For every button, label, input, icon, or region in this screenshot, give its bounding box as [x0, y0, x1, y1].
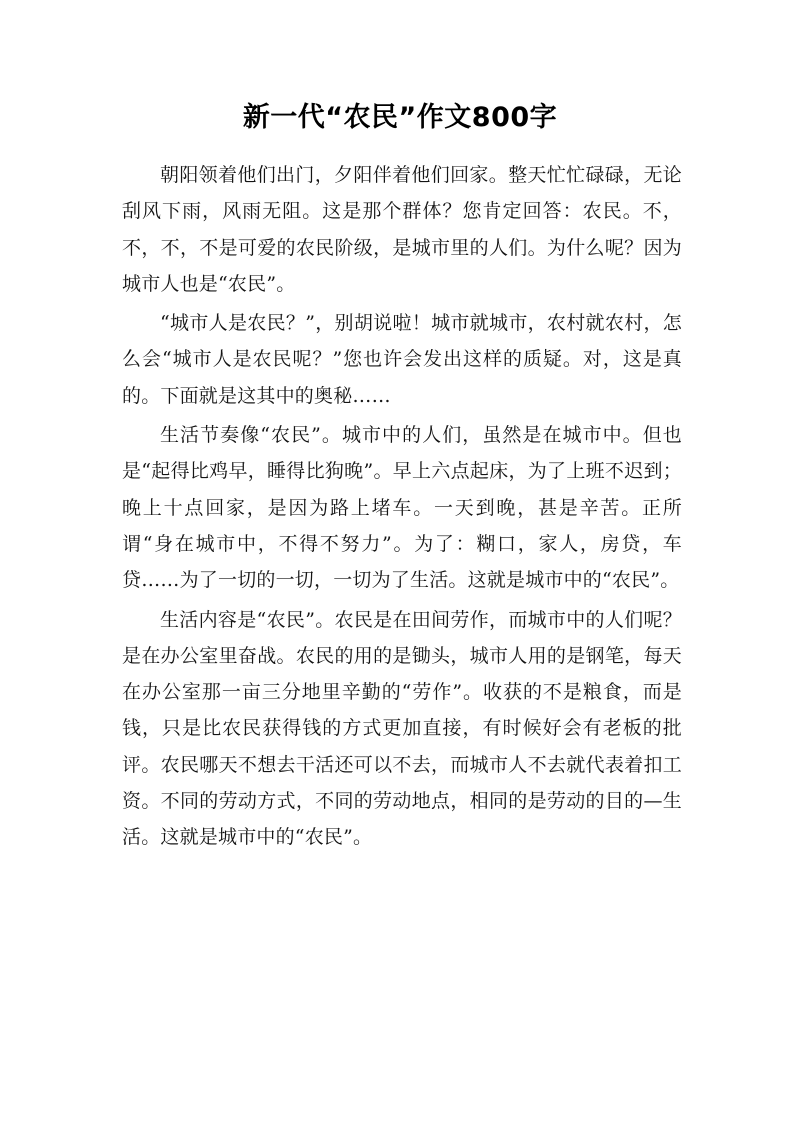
paragraph: “城市人是农民？”，别胡说啦！城市就城市，农村就农村，怎么会“城市人是农民呢？”您也许会发出这样的质疑。对，这是真的。下面就是这其中的奥秘…… [122, 312, 682, 407]
document-title: 新一代“农民”作文800字 [242, 102, 558, 133]
document-body [122, 157, 682, 859]
paragraph: 朝阳领着他们出门，夕阳伴着他们回家。整天忙忙碌碌，无论刮风下雨，风雨无阻。这是那个群体？您肯定回答：农民。不，不，不，不是可爱的农民阶级，是城市里的人们。为什么呢？因为城市人也是“农民”。 [122, 164, 682, 295]
paragraph: 生活内容是“农民”。农民是在田间劳作，而城市中的人们呢？是在办公室里奋战。农民的用的是锄头，城市人用的是钢笔，每天在办公室那一亩三分地里辛勤的“劳作”。收获的不是粮食，而是钱，只是比农民获得钱的方式更加直接，有时候好会有老板的批评。农民哪天不想去干活还可以不去，而城市人不去就代表着扣工资。不同的劳动方式，不同的劳动地点，相同的是劳动的目的—生活。这就是城市中的“农民”。 [122, 608, 682, 849]
paragraph: 生活节奏像“农民”。城市中的人们，虽然是在城市中。但也是“起得比鸡早，睡得比狗晚”。早上六点起床，为了上班不迟到；晚上十点回家，是因为路上堵车。一天到晚，甚是辛苦。正所谓“身在城市中，不得不努力”。为了：糊口，家人，房贷，车贷……为了一切的一切，一切为了生活。这就是城市中的“农民”。 [122, 424, 682, 592]
